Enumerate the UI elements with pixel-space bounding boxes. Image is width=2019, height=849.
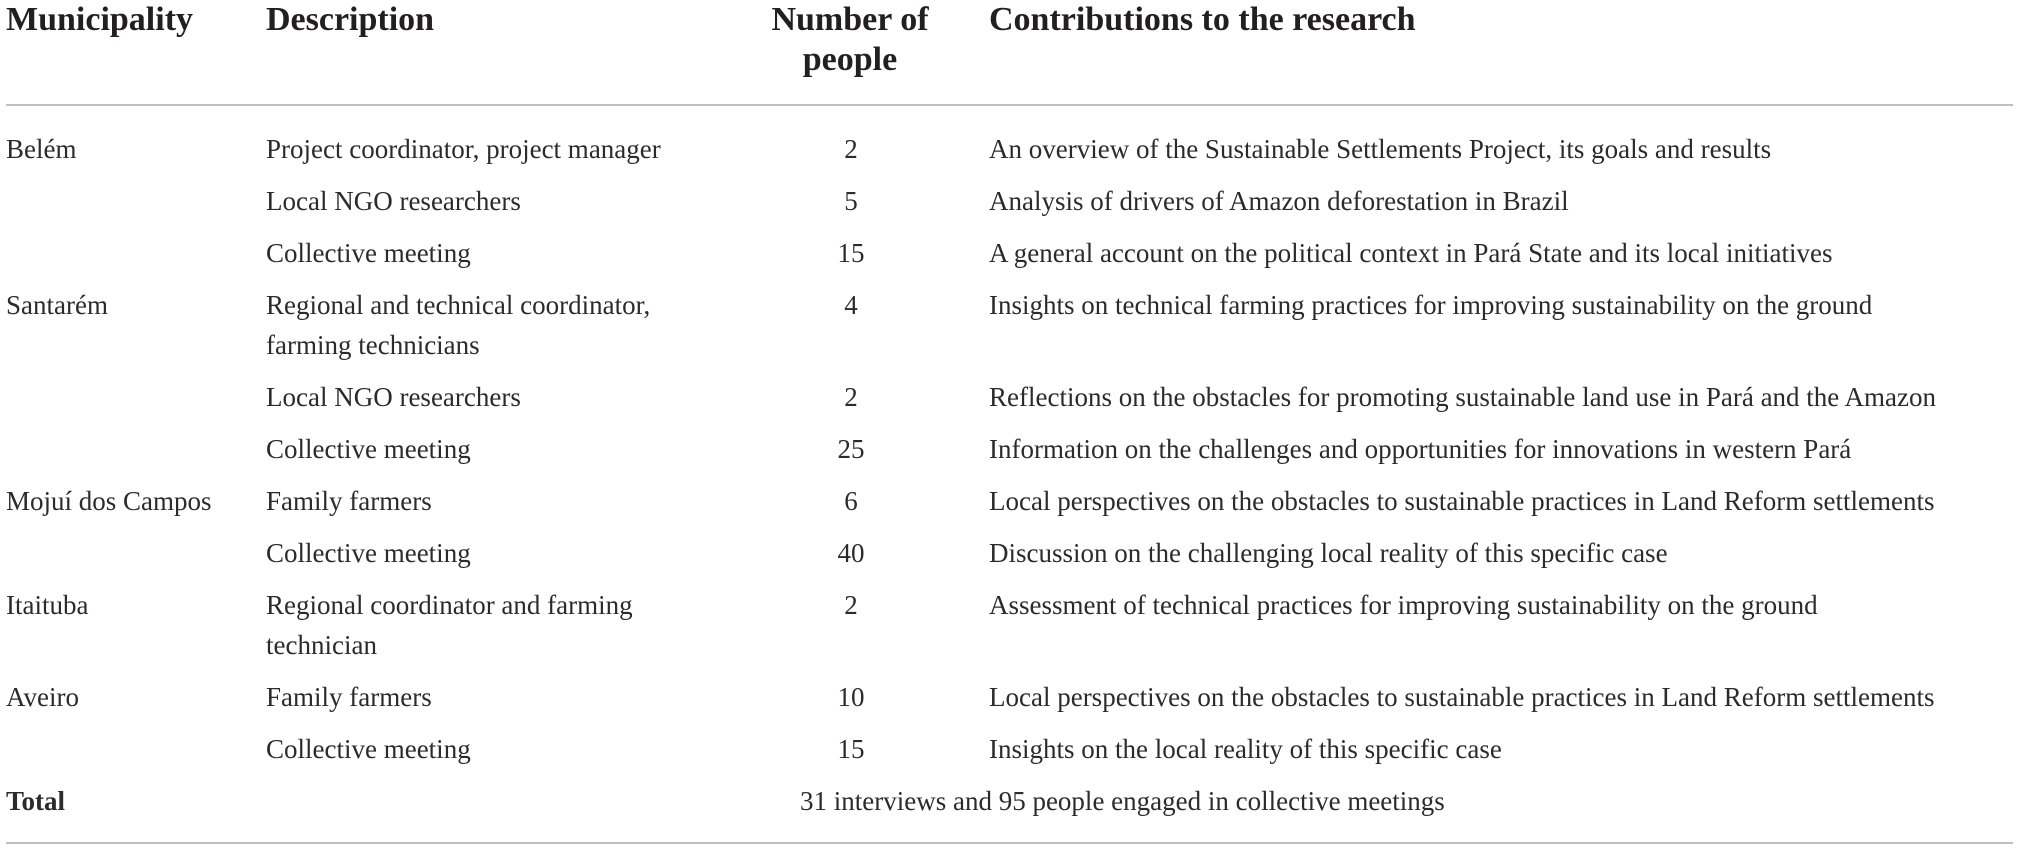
cell-number: 5 bbox=[844, 186, 858, 216]
cell-number: 2 bbox=[844, 134, 858, 164]
cell-contribution: Insights on the local reality of this specific case bbox=[989, 734, 1502, 764]
cell-contribution: Assessment of technical practices for improving sustainability on the ground bbox=[989, 590, 1818, 620]
cell-contribution: Information on the challenges and opportunities for innovations in western Pará bbox=[989, 434, 1852, 464]
cell-description: Local NGO researchers bbox=[266, 186, 521, 216]
bottom-rule bbox=[6, 842, 2013, 844]
cell-contribution: Analysis of drivers of Amazon deforestation in Brazil bbox=[989, 186, 1569, 216]
cell-number: 10 bbox=[837, 682, 865, 712]
cell-description: Regional and technical coordinator, bbox=[266, 290, 651, 320]
cell-municipality: Mojuí dos Campos bbox=[6, 486, 212, 516]
cell-description-line2: technician bbox=[266, 630, 377, 660]
cell-description: Collective meeting bbox=[266, 238, 471, 268]
cell-description: Collective meeting bbox=[266, 734, 471, 764]
cell-number: 2 bbox=[844, 590, 858, 620]
cell-contribution: Local perspectives on the obstacles to sustainable practices in Land Reform settlements bbox=[989, 682, 1935, 712]
cell-number: 25 bbox=[837, 434, 865, 464]
header-municipality: Municipality bbox=[6, 1, 194, 38]
cell-municipality: Santarém bbox=[6, 290, 108, 320]
total-label: Total bbox=[6, 786, 66, 816]
cell-number: 40 bbox=[837, 538, 865, 568]
header-number-line2: people bbox=[802, 41, 898, 78]
cell-description: Project coordinator, project manager bbox=[266, 134, 661, 164]
cell-number: 4 bbox=[844, 290, 858, 320]
cell-contribution: Discussion on the challenging local reality of this specific case bbox=[989, 538, 1668, 568]
total-text: 31 interviews and 95 people engaged in collective meetings bbox=[800, 786, 1445, 816]
cell-number: 2 bbox=[844, 382, 858, 412]
cell-description: Regional coordinator and farming bbox=[266, 590, 633, 620]
cell-contribution: Insights on technical farming practices for improving sustainability on the ground bbox=[989, 290, 1873, 320]
cell-description: Collective meeting bbox=[266, 538, 471, 568]
cell-contribution: An overview of the Sustainable Settlements Project, its goals and results bbox=[989, 134, 1772, 164]
cell-number: 6 bbox=[844, 486, 858, 516]
cell-description: Collective meeting bbox=[266, 434, 471, 464]
cell-municipality: Aveiro bbox=[6, 682, 79, 712]
header-contributions: Contributions to the research bbox=[989, 1, 1416, 38]
cell-description: Local NGO researchers bbox=[266, 382, 521, 412]
cell-municipality: Belém bbox=[6, 134, 77, 164]
header-rule bbox=[6, 104, 2013, 106]
cell-description-line2: farming technicians bbox=[266, 330, 480, 360]
cell-contribution: Local perspectives on the obstacles to sustainable practices in Land Reform settlements bbox=[989, 486, 1935, 516]
cell-municipality: Itaituba bbox=[6, 590, 89, 620]
header-description: Description bbox=[266, 1, 435, 38]
header-number-line1: Number of bbox=[771, 1, 929, 38]
cell-number: 15 bbox=[837, 238, 865, 268]
cell-description: Family farmers bbox=[266, 682, 432, 712]
cell-contribution: Reflections on the obstacles for promoting sustainable land use in Pará and the Amazon bbox=[989, 382, 1937, 412]
cell-contribution: A general account on the political context in Pará State and its local initiatives bbox=[989, 238, 1833, 268]
cell-description: Family farmers bbox=[266, 486, 432, 516]
cell-number: 15 bbox=[837, 734, 865, 764]
